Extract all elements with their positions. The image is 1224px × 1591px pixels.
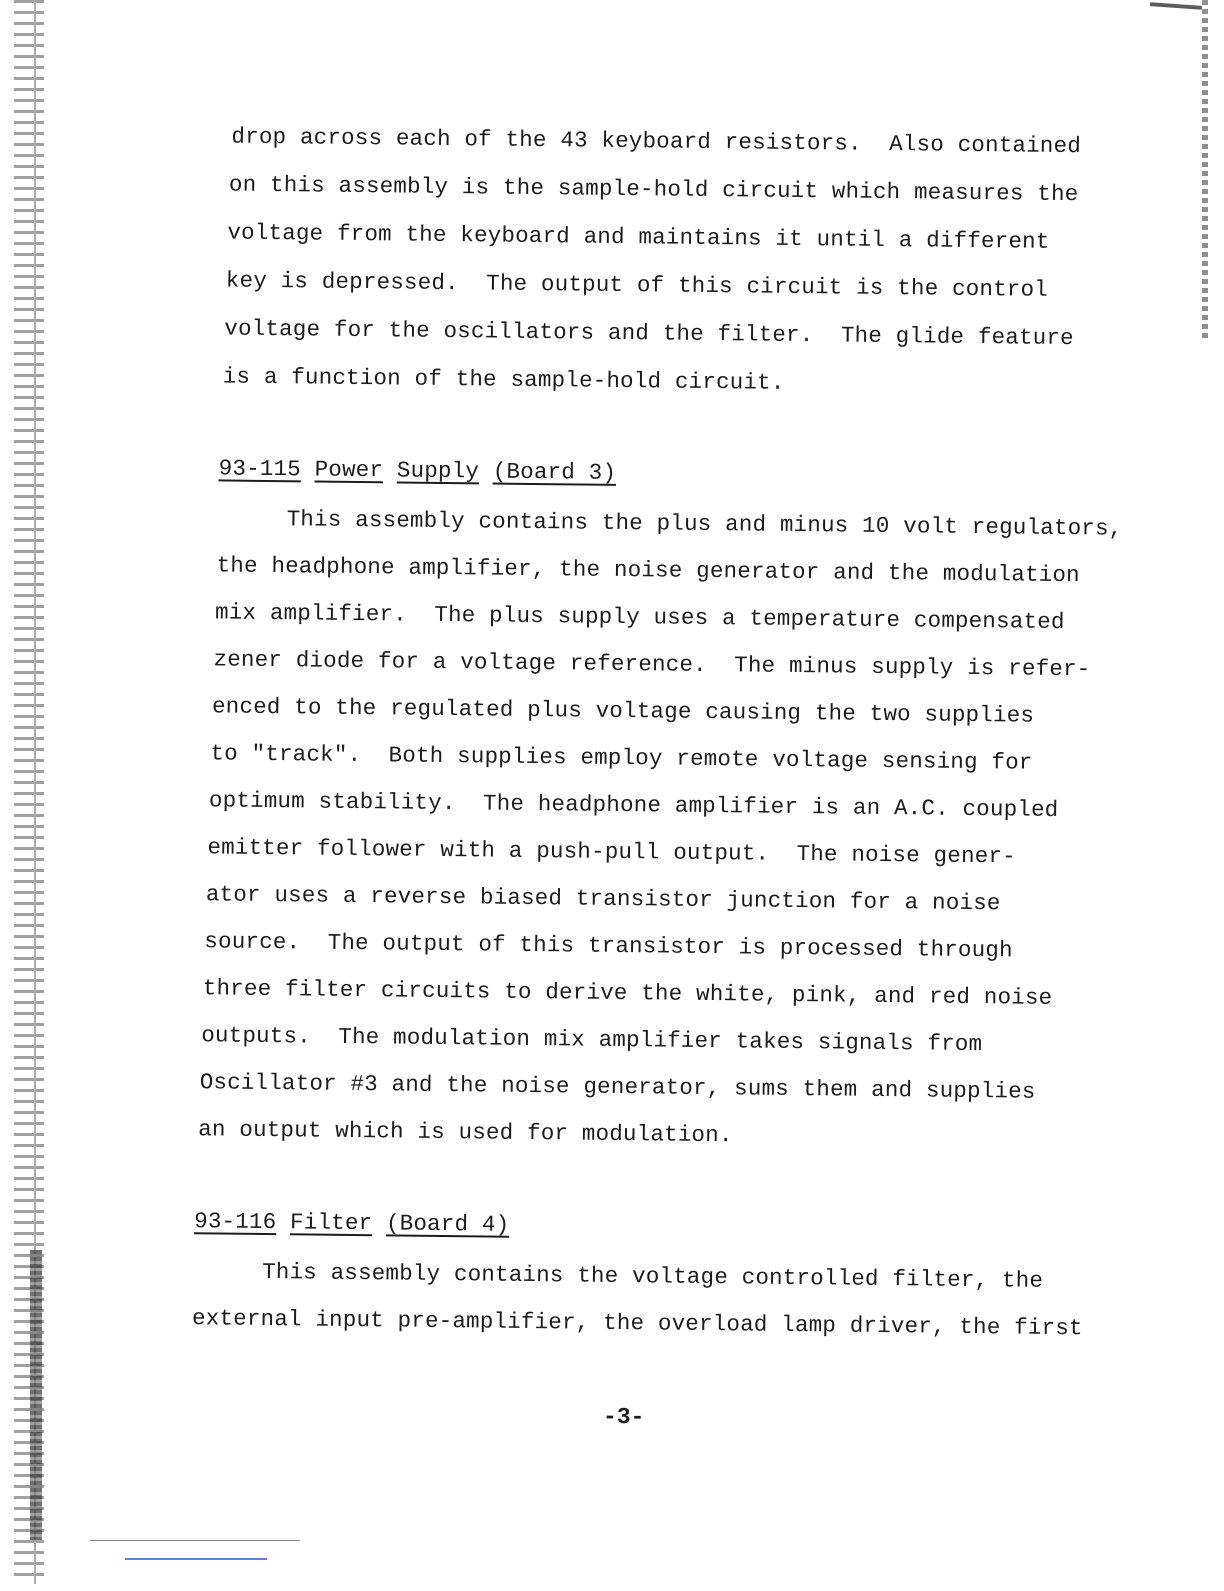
text-line: Oscillator #3 and the noise generator, sums them and supplies [199,1069,1036,1105]
text-line: an output which is used for modulation. [198,1116,733,1149]
section-heading-power-supply [219,454,617,487]
text-line: source. The output of this transistor is processed through [204,928,1013,964]
text-line: mix amplifier. The plus supply uses a temperature compensated [214,599,1065,636]
text-line: enced to the regulated plus voltage causing the two supplies [211,693,1035,729]
section-board: (Board 4) [385,1210,510,1238]
text-line: on this assembly is the sample-hold circuit which measures the [228,171,1079,208]
text-line: zener diode for a voltage reference. The minus supply is refer- [213,646,1091,683]
section-number: 93-116 [194,1208,277,1236]
page-number: -3- [602,1403,645,1431]
text-line: voltage for the oscillators and the filter. The glide feature [224,315,1074,352]
text-line: ator uses a reverse biased transistor junction for a noise [205,881,1001,917]
text-line: optimum stability. The headphone amplifier is an A.C. coupled [208,787,1059,823]
text-line: outputs. The modulation mix amplifier takes signals from [201,1022,983,1058]
text-line: key is depressed. The output of this circuit is the control [225,267,1049,303]
section-heading-filter [194,1207,509,1239]
text-line: the headphone amplifier, the noise generator and the modulation [216,552,1080,589]
section-title-word: Power [314,456,384,484]
text-line: is a function of the sample-hold circuit. [222,363,785,396]
text-line: voltage from the keyboard and maintains it until a different [227,219,1050,255]
section-title-word: Filter [289,1209,373,1237]
section-number: 93-115 [218,455,302,483]
text-line: drop across each of the 43 keyboard resistors. Also contained [231,123,1082,160]
text-line: three filter circuits to derive the white, pink, and red noise [202,975,1053,1011]
text-line: external input pre-amplifier, the overload lamp driver, the first [191,1305,1083,1342]
text-line: emitter follower with a push-pull output. The noise gener- [207,834,1016,870]
section-board: (Board 3) [492,458,617,486]
text-line: This assembly contains the voltage controlled filter, the [193,1258,1044,1294]
intro-paragraph [9,0,1224,396]
text-line: This assembly contains the plus and minus 10 volt regulators, [218,505,1123,542]
section-title-word: Supply [396,457,480,485]
text-line: to "track". Both supplies employ remote voltage sensing for [210,740,1033,776]
